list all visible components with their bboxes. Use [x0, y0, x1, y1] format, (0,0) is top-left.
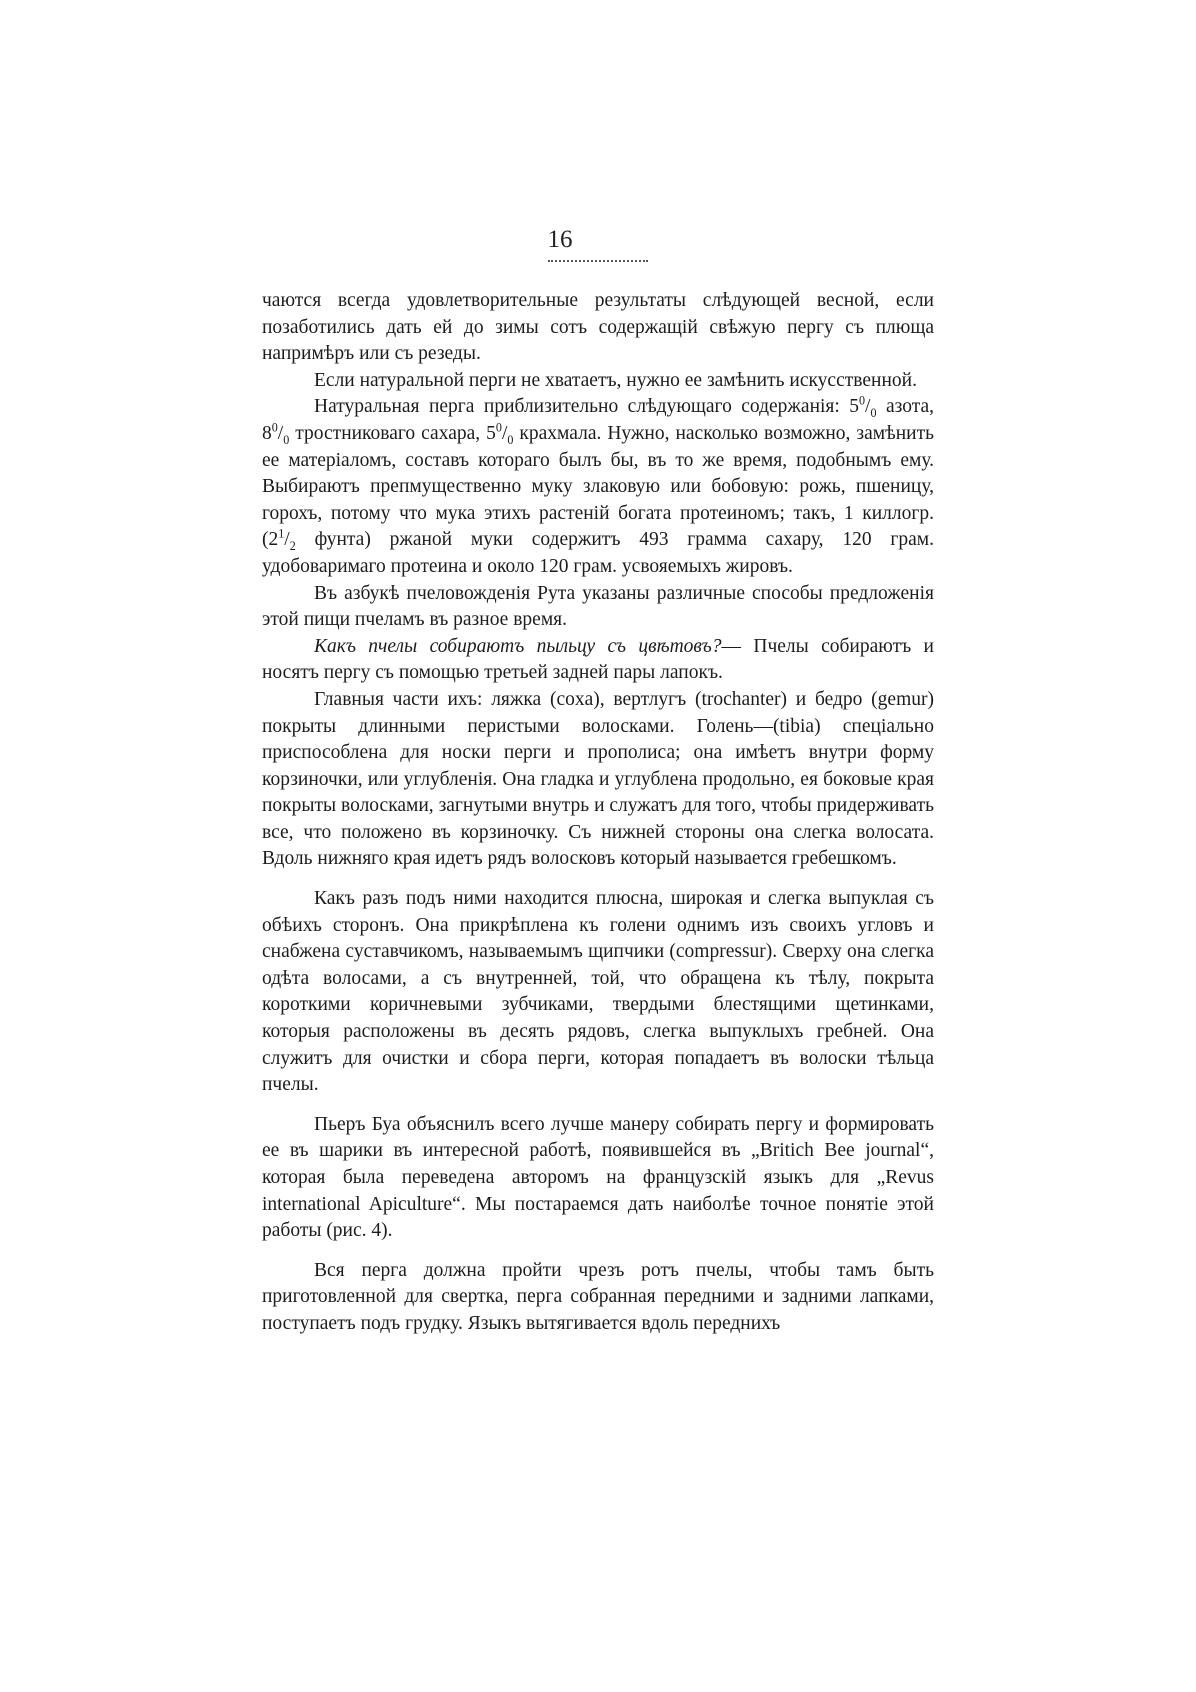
body-text: [262, 288, 934, 1338]
fraction-denominator: 2: [289, 539, 296, 554]
paragraph-2: Если натуральной перги не хватаетъ, нужно ее замѣнить искусственной.: [314, 369, 917, 391]
percent-slash: /: [277, 422, 284, 444]
percent-slash: /: [501, 422, 508, 444]
page-number-rule: [548, 260, 648, 262]
paragraph-3-part: тростниковаго сахара, 5: [289, 422, 496, 444]
paragraph-5-text: — Пчелы собираютъ и носятъ пергу съ помощью третьей задней пары лапокъ.: [262, 635, 934, 684]
fraction-slash: /: [284, 529, 290, 551]
paragraph-3: [262, 394, 934, 580]
paragraph-5: [262, 634, 934, 687]
paragraph-8: Пьеръ Буа объяснилъ всего лучше манеру собирать пергу и формировать ее въ шарики въ интересной работѣ, появившейся въ „Britich Bee journal“, которая была переведена авторомъ на французскій языкъ для „Revus international Apiculture“. Мы постараемся дать наиболѣе точное понятіе этой работы (рис. 4).: [262, 1113, 934, 1242]
fraction-numerator: 1: [278, 526, 285, 541]
percent-sub: 0: [283, 432, 290, 447]
page-number: 16: [547, 226, 573, 253]
percent-sub: 0: [870, 406, 877, 421]
paragraph-6: Главныя части ихъ: ляжка (coxa), вертлугъ (trochanter) и бедро (gemur) покрыты длинными перистыми волосками. Голень—(tibia) спеціально приспособлена для носки перги и прополиса; она имѣетъ внутри форму корзиночки, или углубленія. Она гладка и углублена продольно, ея боковые края покрыты волосками, загнутыми внутрь и служатъ для того, чтобы придерживать все, что положено въ корзиночку. Съ нижней стороны она слегка волосата. Вдоль нижняго края идетъ рядъ волосковъ который называется гребешкомъ.: [262, 688, 934, 870]
percent-sup: 0: [271, 420, 278, 435]
percent-sup: 0: [495, 420, 502, 435]
paragraph-3-part: Натуральная перга приблизительно слѣдующаго содержанія: 5: [314, 396, 859, 418]
paragraph-9: Вся перга должна пройти чрезъ ротъ пчелы, чтобы тамъ быть приготовленной для свертка, перга собранная передними и задними лапками, поступаетъ подъ грудку. Языкъ вытягивается вдоль переднихъ: [262, 1259, 934, 1334]
paragraph-7: Какъ разъ подъ ними находится плюсна, широкая и слегка выпуклая съ обѣихъ сторонъ. Она прикрѣплена къ голени однимъ изъ своихъ угловъ и снабжена суставчикомъ, называемымъ щипчики (compressur). Сверху она слегка одѣта волосами, а съ внутренней, той, что обращена къ тѣлу, покрыта короткими коричневыми зубчиками, твердыми блестящими щетинками, которыя расположены въ десять рядовъ, слегка выпуклыхъ гребней. Она служитъ для очистки и сбора перги, которая попадаетъ въ волоски тѣльца пчелы.: [262, 888, 934, 1096]
paragraph-3-part: азота, 8: [262, 396, 934, 444]
paragraph-3-part: крахмала. Нужно, насколько возможно, замѣнить ее матеріаломъ, составъ котораго былъ бы, въ то же время, подобнымъ ему. Выбираютъ препмущественно муку злаковую или бобовую: рожь, пшеницу, горохъ, потому что мука этихъ растеній богата протеиномъ; такъ, 1 киллогр. (2: [262, 422, 935, 551]
percent-sup: 0: [859, 393, 866, 408]
section-heading-italic: Какъ пчелы собираютъ пыльцу съ цвѣтовъ?: [314, 635, 722, 657]
paragraph-3-part: фунта) ржаной муки содержитъ 493 грамма сахару, 120 грам. удобоваримаго протеина и около 120 грам. усвояемыхъ жировъ.: [262, 529, 934, 577]
paragraph-1: чаются всегда удовлетворительные результаты слѣдующей весной, если позаботились дать ей до зимы сотъ содержащій свѣжую пергу съ плюща напримѣръ или съ резеды.: [262, 290, 934, 365]
paragraph-4: Въ азбукѣ пчеловожденія Рута указаны различные способы предложенія этой пищи пчеламъ въ разное время.: [262, 582, 934, 631]
percent-slash: /: [865, 396, 871, 418]
percent-sub: 0: [507, 432, 514, 447]
